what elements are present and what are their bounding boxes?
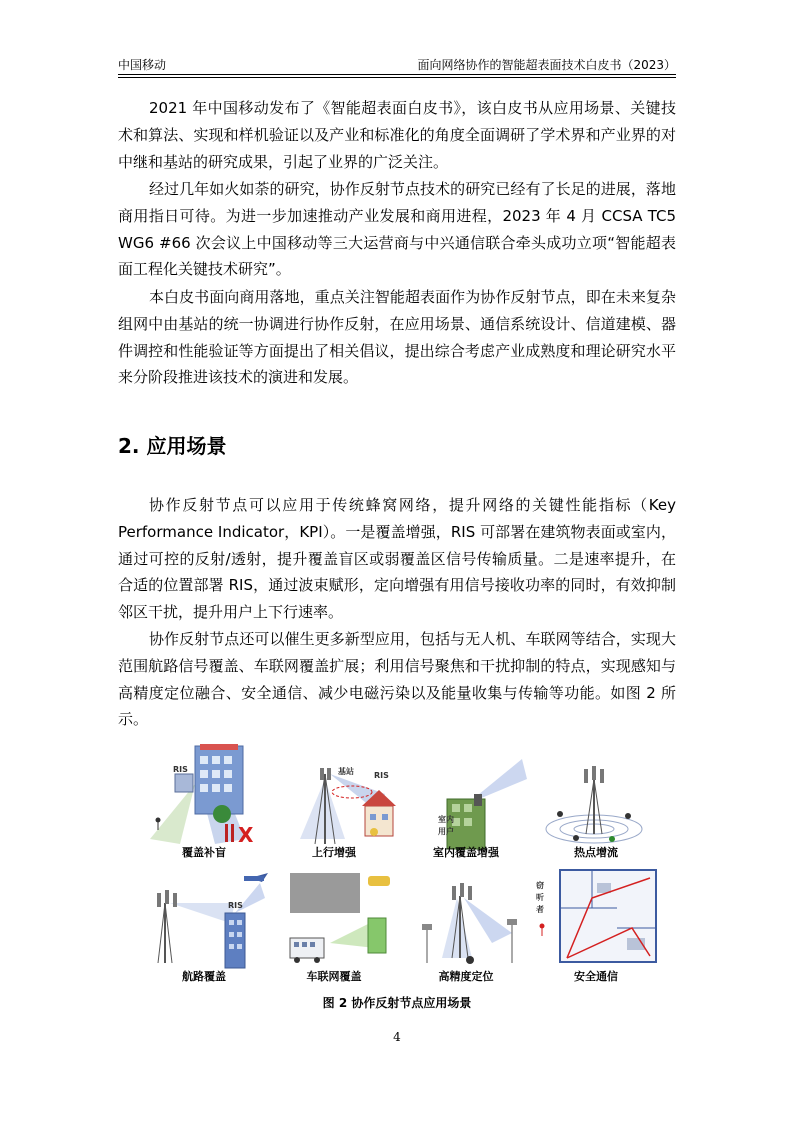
tile-label: 覆盖补盲 bbox=[182, 846, 226, 859]
tile-coverage-blind-spot bbox=[140, 744, 268, 864]
tile-label: 安全通信 bbox=[574, 970, 618, 983]
ris-label-3: RIS bbox=[228, 901, 243, 910]
tile-vehicle-network bbox=[270, 868, 398, 988]
tile-indoor-coverage bbox=[402, 744, 530, 864]
indoor-label: 室内 bbox=[438, 815, 454, 824]
tile-label: 上行增强 bbox=[312, 846, 356, 859]
tile-high-precision-positioning bbox=[402, 868, 530, 988]
paragraph-4: 协作反射节点可以应用于传统蜂窝网络，提升网络的关键性能指标（Key Performance Indicator，KPI）。一是覆盖增强，RIS 可部署在建筑物表面或室内，通过可控的反射/透射，提升覆盖盲区或弱覆盖区信号传输质量。二是速率提升，在合适的位置部署 RIS，通过波束赋形，定向增强有用信号接收功率的同时，有效抑制邻区干扰，提升用户上下行速率。 bbox=[118, 496, 676, 622]
tile-label: 车联网覆盖 bbox=[306, 970, 362, 983]
tile-label: 航路覆盖 bbox=[182, 970, 226, 983]
ris-label-1: RIS bbox=[173, 765, 188, 774]
tile-hotspot bbox=[532, 744, 660, 864]
paragraph-1: 2021 年中国移动发布了《智能超表面白皮书》，该白皮书从应用场景、关键技术和算法、实现和样机验证以及产业和标准化的角度全面调研了学术界和产业界的对中继和基站的研究成果，引起了业界的广泛关注。 bbox=[118, 99, 676, 171]
header-rule bbox=[118, 74, 676, 75]
header-rule-thin bbox=[118, 77, 676, 78]
tile-label: 热点增流 bbox=[574, 846, 618, 859]
eavesdropper-label-2: 听 bbox=[536, 893, 544, 902]
paragraph-3: 本白皮书面向商用落地，重点关注智能超表面作为协作反射节点，即在未来复杂组网中由基站的统一协调进行协作反射，在应用场景、通信系统设计、信道建模、器件调控和性能验证等方面提出了相关倡议，提出综合考虑产业成熟度和理论研究水平来分阶段推进该技术的演进和发展。 bbox=[118, 288, 676, 387]
eavesdropper-label-1: 窃 bbox=[536, 881, 544, 890]
paragraph-2: 经过几年如火如荼的研究，协作反射节点技术的研究已经有了长足的进展，落地商用指日可待。为进一步加速推动产业发展和商用进程，2023 年 4 月 CCSA TC5 WG6 #66 次会议上中国移动等三大运营商与中兴通信联合牵头成功立项“智能超表面工程化关键技术研究”。 bbox=[118, 180, 676, 279]
user-label: 用户 bbox=[438, 827, 454, 836]
base-station-label: 基站 bbox=[338, 767, 354, 776]
page-header bbox=[118, 54, 676, 74]
tile-label: 室内覆盖增强 bbox=[433, 846, 499, 859]
tile-air-route bbox=[140, 868, 268, 988]
eavesdropper-label-3: 者 bbox=[536, 905, 544, 914]
tile-uplink-enhancement bbox=[270, 744, 398, 864]
ris-label-2: RIS bbox=[374, 771, 389, 780]
header-org: 中国移动 bbox=[118, 58, 167, 72]
figure-caption: 图 2 协作反射节点应用场景 bbox=[322, 996, 472, 1010]
page-number: 4 bbox=[393, 1030, 401, 1044]
paragraph-5: 协作反射节点还可以催生更多新型应用，包括与无人机、车联网等结合，实现大范围航路信号覆盖、车联网覆盖扩展；利用信号聚焦和干扰抑制的特点，实现感知与高精度定位融合、安全通信、减少电磁污染以及能量收集与传输等功能。如图 2 所示。 bbox=[118, 630, 676, 729]
application-scenarios-figure bbox=[140, 744, 660, 984]
section-heading: 2. 应用场景 bbox=[118, 434, 227, 458]
svg-text:X: X bbox=[238, 823, 254, 847]
header-doc-title: 面向网络协作的智能超表面技术白皮书（2023） bbox=[417, 58, 676, 72]
tile-label: 高精度定位 bbox=[438, 970, 494, 983]
tile-secure-communication bbox=[532, 868, 660, 988]
